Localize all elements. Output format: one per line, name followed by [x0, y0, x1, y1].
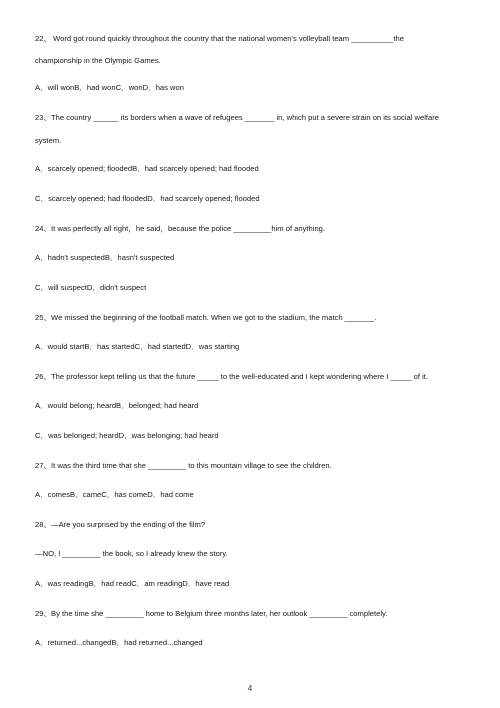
q23-stem-line1: 23、The country ______ its borders when a wave of refugees _______ in, which put a severe strain on its social welfare	[35, 113, 439, 122]
q27-stem: 27、It was the third time that she _________ to this mountain village to see the children.	[35, 461, 332, 470]
q26-options-ab: A．would belong; heardB．belonged; had heard	[35, 401, 199, 410]
q28-stem-line1: 28、—Are you surprised by the ending of the film?	[35, 520, 206, 529]
q28-options: A．was readingB．had readC．am readingD．have read	[35, 579, 230, 588]
q24-options-cd: C．will suspectD．didn't suspect	[35, 283, 147, 292]
q26-options-cd: C．was belonged; heardD．was belonging; had heard	[35, 431, 219, 440]
q27-options: A．comesB．cameC．has comeD．had come	[35, 490, 194, 499]
q26-stem: 26、The professor kept telling us that the future _____ to the well-educated and I kept wondering where I _____ of it.	[35, 372, 429, 381]
q25-options: A．would startB．has startedC．had startedD．was starting	[35, 342, 240, 351]
q29-options: A．returned...changedB．had returned...changed	[35, 638, 203, 647]
q23-options-cd: C．scarcely opened; had floodedD．had scarcely opened; flooded	[35, 194, 260, 203]
q24-options-ab: A．hadn't suspectedB．hasn't suspected	[35, 253, 175, 262]
q22-options: A．will wonB．had wonC．wonD．has won	[35, 83, 184, 92]
q24-stem: 24、It was perfectly all right，he said，because the police _________him of anything.	[35, 224, 326, 233]
q22-stem-line2: championship in the Olympic Games.	[35, 56, 161, 65]
q29-stem: 29、By the time she _________ home to Belgium three months later, her outlook _________ completely.	[35, 609, 388, 618]
page-number: 4	[247, 684, 253, 693]
q25-stem: 25、We missed the beginning of the football match. When we got to the stadium, the match _______.	[35, 313, 377, 322]
q23-stem-line2: system.	[35, 136, 62, 145]
q28-stem-line2: —NO, I _________ the book, so I already knew the story.	[35, 549, 228, 558]
q23-options-ab: A．scarcely opened; floodedB．had scarcely opened; had flooded	[35, 164, 259, 173]
q22-stem-line1: 22、 Word got round quickly throughout the country that the national women's volleyball team __________the	[35, 34, 404, 43]
